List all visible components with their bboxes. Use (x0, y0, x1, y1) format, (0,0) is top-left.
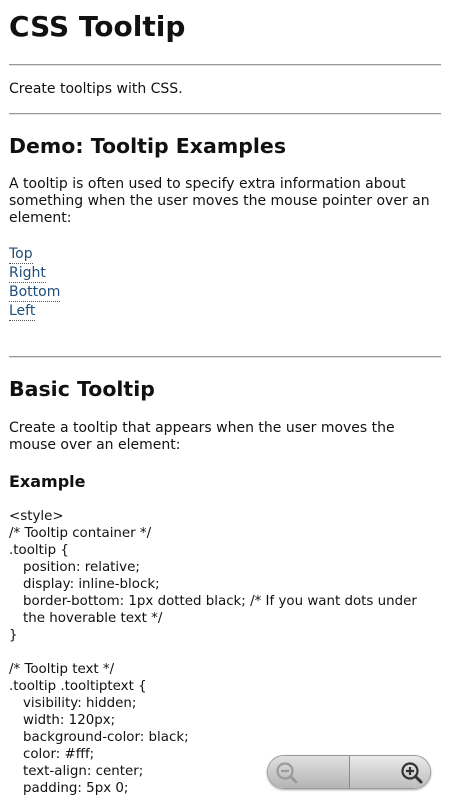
code-example (9, 508, 439, 797)
tooltip-link-left[interactable]: Left (9, 303, 36, 319)
code-line: text-align: center; (23, 764, 144, 779)
zoom-in-button[interactable] (350, 756, 431, 788)
zoom-out-icon (274, 761, 302, 785)
code-line: visibility: hidden; (23, 696, 137, 711)
example-heading: Example (9, 472, 86, 491)
code-line: background-color: black; (23, 730, 189, 745)
code-line: } (9, 628, 18, 643)
tooltip-link-bottom[interactable]: Bottom (9, 284, 61, 300)
code-line: padding: 5px 0; (23, 781, 129, 796)
basic-tooltip-description: Create a tooltip that appears when the user moves the mouse over an element: (9, 420, 395, 453)
tooltip-link-right[interactable]: Right (9, 265, 46, 281)
code-blank-line (9, 644, 439, 661)
intro-text: Create tooltips with CSS. (9, 81, 183, 97)
code-line: display: inline-block; (23, 577, 160, 592)
code-line: /* Tooltip container */ (9, 526, 152, 541)
zoom-out-button[interactable] (268, 756, 350, 788)
code-line: color: #fff; (23, 747, 95, 762)
code-line: .tooltip .tooltiptext { (9, 679, 147, 694)
divider (9, 64, 441, 66)
divider (9, 356, 441, 358)
code-line: position: relative; (23, 560, 140, 575)
page-title: CSS Tooltip (9, 10, 186, 43)
code-line: width: 120px; (23, 713, 116, 728)
code-line: .tooltip { (9, 543, 69, 558)
tooltip-link-top[interactable]: Top (9, 246, 33, 262)
tooltip-links (9, 246, 60, 322)
zoom-in-icon (398, 761, 426, 785)
code-line: /* Tooltip text */ (9, 662, 115, 677)
divider (9, 113, 441, 115)
demo-heading: Demo: Tooltip Examples (9, 134, 287, 158)
zoom-controls (267, 755, 431, 789)
code-line: border-bottom: 1px dotted black; /* If you want dots under the hoverable text */ (23, 594, 417, 626)
code-line: <style> (9, 509, 64, 524)
basic-tooltip-heading: Basic Tooltip (9, 377, 155, 401)
demo-description: A tooltip is often used to specify extra information about something when the user moves the mouse pointer over an element: (9, 176, 430, 226)
